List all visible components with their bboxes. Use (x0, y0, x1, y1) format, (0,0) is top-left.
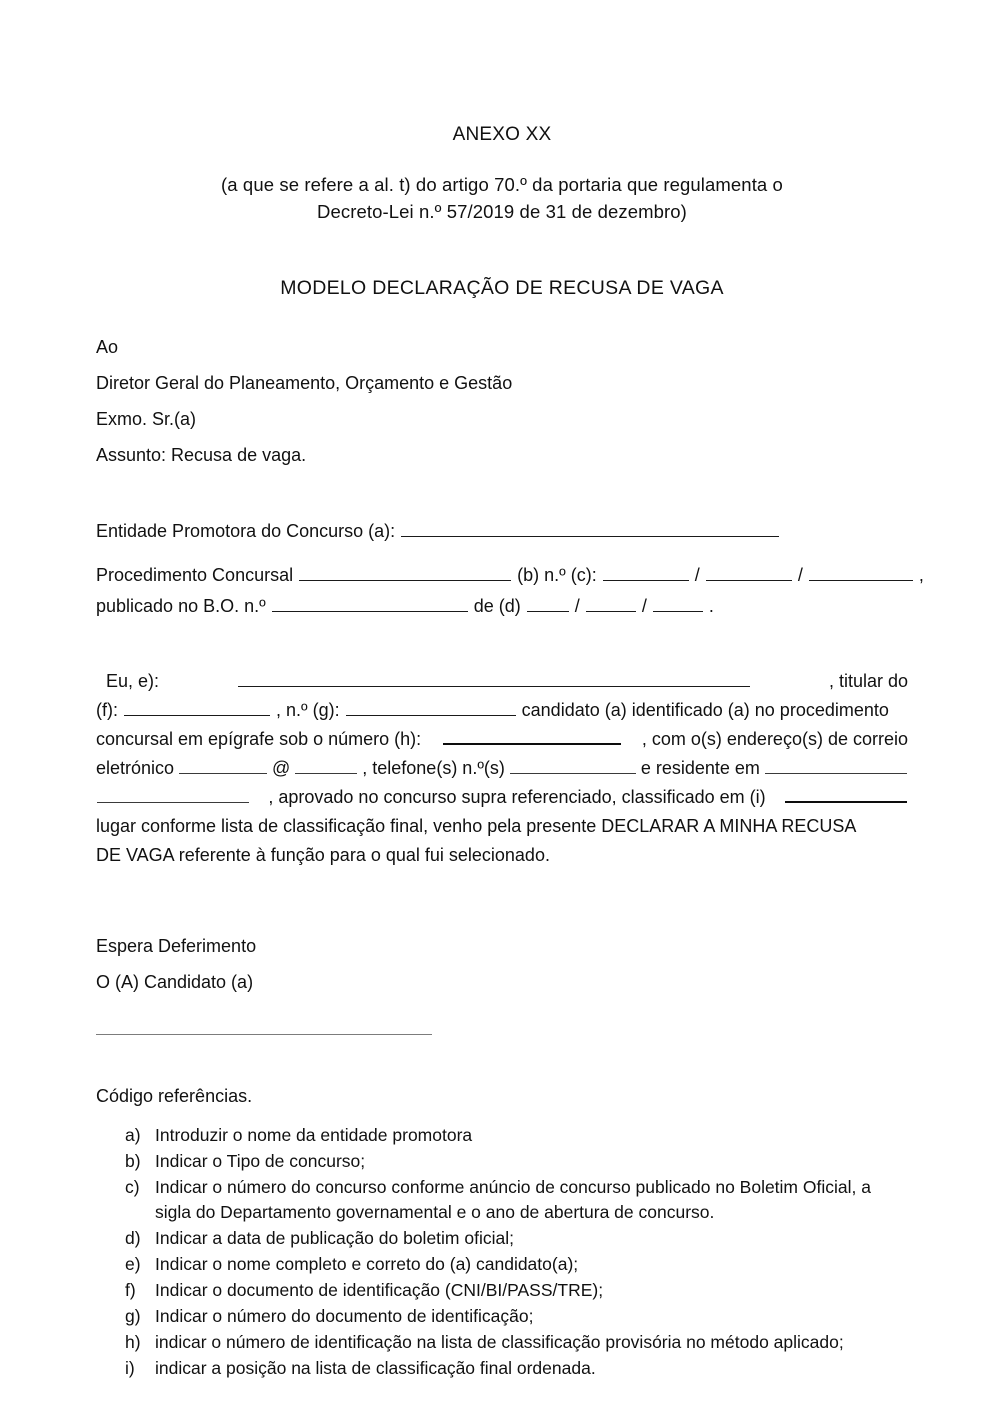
published-year-blank[interactable] (653, 595, 703, 612)
list-item-text: indicar a posição na lista de classificação final ordenada. (155, 1358, 596, 1378)
declaration-line-5 (96, 783, 908, 812)
published-label: publicado no B.O. n.º (96, 596, 266, 616)
subtitle-line-2: Decreto-Lei n.º 57/2019 de 31 de dezembro) (317, 201, 687, 222)
procedure-slash-2: / (797, 565, 803, 585)
declaration-doc-type-blank[interactable] (124, 699, 270, 716)
declaration-line-4 (96, 754, 908, 783)
entity-promoter-label: Entidade Promotora do Concurso (a): (96, 521, 396, 541)
list-item-text: Indicar o nome completo e correto do (a) candidato(a); (155, 1254, 579, 1274)
list-item-marker: i) (125, 1358, 135, 1378)
list-item-marker: e) (125, 1254, 141, 1274)
list-item (96, 1175, 908, 1225)
procedure-name-blank[interactable] (299, 564, 511, 581)
list-item-text: indicar o número de identificação na lista de classificação provisória no método aplicado; (155, 1332, 844, 1352)
entity-promoter-row (96, 515, 908, 547)
list-item-text: Indicar o número do concurso conforme anúncio de concurso publicado no Boletim Oficial, a sigla do Departamento governamental e o ano de abertura de concurso. (155, 1177, 871, 1222)
published-day-blank[interactable] (527, 595, 569, 612)
procedure-number-part3-blank[interactable] (809, 564, 913, 581)
published-row (96, 591, 908, 621)
addressee-line-director: Diretor Geral do Planeamento, Orçamento e Gestão (96, 373, 513, 393)
declaration-resident-label: e residente em (640, 758, 760, 778)
list-item-marker: h) (125, 1332, 141, 1352)
list-item-marker: d) (125, 1228, 141, 1248)
list-item-marker: c) (125, 1177, 140, 1197)
published-period: . (708, 596, 714, 616)
declaration-doc-number-blank[interactable] (346, 699, 516, 716)
declaration-number-h-blank[interactable] (443, 727, 621, 745)
procedure-label: Procedimento Concursal (96, 565, 294, 585)
declaration-line-2 (96, 696, 908, 725)
declaration-titular-label: , titular do (828, 671, 908, 691)
addressee-line-ao: Ao (96, 337, 119, 357)
list-item-marker: a) (125, 1125, 141, 1145)
declaration-email-intro: , com o(s) endereço(s) de correio (641, 729, 908, 749)
published-slash-2: / (641, 596, 647, 616)
references-list (96, 1123, 908, 1381)
declaration-line-1 (96, 667, 908, 696)
closing-line-espera: Espera Deferimento (96, 936, 257, 956)
document-subtitle (96, 171, 908, 225)
declaration-line-3 (96, 725, 908, 754)
references-title: Código referências. (96, 1086, 253, 1106)
list-item-text: Introduzir o nome da entidade promotora (155, 1125, 473, 1145)
published-month-blank[interactable] (586, 595, 636, 612)
signature-line[interactable] (96, 1034, 432, 1035)
declaration-eu-label: Eu, e): (106, 671, 160, 691)
list-item (96, 1149, 908, 1174)
anexo-title: ANEXO XX (452, 124, 552, 145)
list-item-text: Indicar o número do documento de identificação; (155, 1306, 534, 1326)
list-item-text: Indicar a data de publicação do boletim oficial; (155, 1228, 514, 1248)
addressee-block (96, 329, 908, 473)
declaration-line-7: DE VAGA referente à função para o qual fui selecionado. (96, 845, 550, 865)
declaration-doc-number-label: , n.º (g): (276, 700, 340, 720)
procedure-row (96, 559, 924, 591)
addressee-line-exmo: Exmo. Sr.(a) (96, 409, 197, 429)
procedure-number-part2-blank[interactable] (706, 564, 792, 581)
list-item-text: Indicar o documento de identificação (CNI/BI/PASS/TRE); (155, 1280, 604, 1300)
declaration-phone-blank[interactable] (510, 758, 636, 774)
declaration-rank-blank[interactable] (785, 785, 907, 803)
form-fields-block (96, 515, 924, 621)
declaration-address-blank-2[interactable] (97, 787, 249, 803)
list-item (96, 1123, 908, 1148)
model-title: MODELO DECLARAÇÃO DE RECUSA DE VAGA (280, 277, 724, 299)
procedure-slash-1: / (694, 565, 700, 585)
list-item-marker: f) (125, 1280, 136, 1300)
list-item-marker: g) (125, 1306, 141, 1326)
declaration-number-h-label: concursal em epígrafe sob o número (h): (96, 729, 422, 749)
declaration-at-symbol: @ (272, 758, 291, 778)
procedure-number-label: n.º (c): (544, 565, 597, 585)
published-slash-1: / (574, 596, 580, 616)
declaration-name-blank[interactable] (238, 670, 750, 687)
published-date-label: de (d) (473, 596, 521, 616)
document-body (96, 0, 924, 1382)
list-item-text: Indicar o Tipo de concurso; (155, 1151, 366, 1171)
list-item (96, 1304, 908, 1329)
closing-block (96, 928, 908, 1000)
declaration-address-blank-1[interactable] (765, 758, 907, 774)
declaration-phone-label: , telefone(s) n.º(s) (362, 758, 505, 778)
list-item (96, 1356, 908, 1381)
entity-promoter-blank[interactable] (401, 520, 779, 537)
declaration-doc-type-label: (f): (96, 700, 118, 720)
declaration-approved-text: , aprovado no concurso supra referenciado, classificado em (i) (268, 787, 766, 807)
closing-line-candidate: O (A) Candidato (a) (96, 972, 254, 992)
list-item (96, 1278, 908, 1303)
declaration-email-user-blank[interactable] (179, 758, 267, 774)
list-item (96, 1226, 908, 1251)
declaration-email-domain-blank[interactable] (295, 758, 357, 774)
published-number-blank[interactable] (272, 595, 468, 612)
declaration-email-label: eletrónico (96, 758, 175, 778)
subtitle-line-1: (a que se refere a al. t) do artigo 70.º da portaria que regulamenta o (221, 174, 783, 195)
declaration-paragraph (96, 667, 908, 870)
declaration-candidate-text: candidato (a) identificado (a) no procedimento (521, 700, 889, 720)
list-item-marker: b) (125, 1151, 141, 1171)
procedure-code-b: (b) (517, 565, 540, 585)
declaration-line-6: lugar conforme lista de classificação final, venho pela presente DECLARAR A MINHA RECUSA (96, 816, 857, 836)
list-item (96, 1252, 908, 1277)
list-item (96, 1330, 908, 1355)
addressee-line-subject: Assunto: Recusa de vaga. (96, 445, 307, 465)
procedure-comma: , (918, 565, 924, 585)
procedure-number-part1-blank[interactable] (603, 564, 689, 581)
